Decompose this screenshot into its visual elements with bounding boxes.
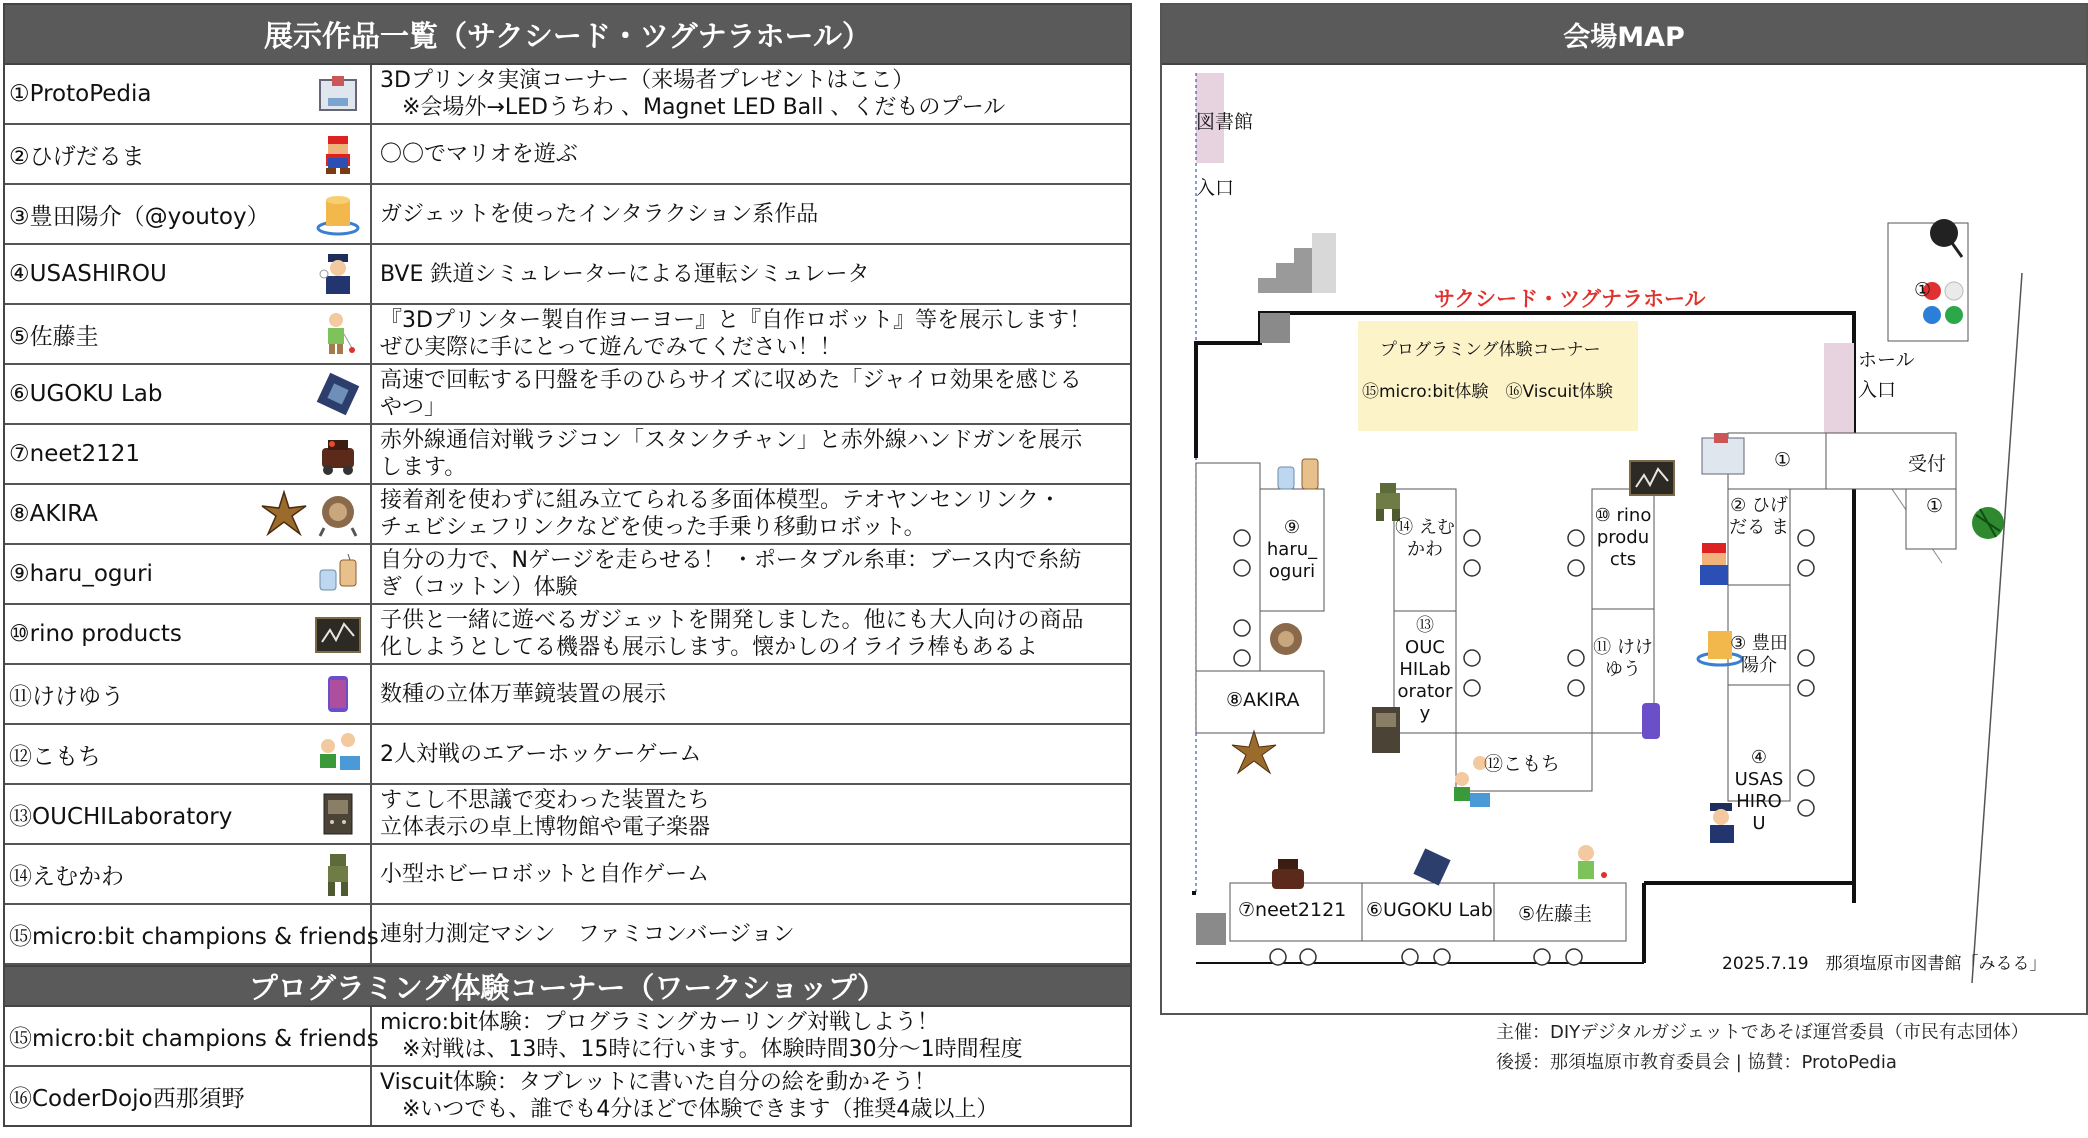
table-row (5, 1067, 1130, 1125)
star-polyhedron-icon (1232, 731, 1276, 773)
library-label: 図書館 (1196, 111, 1254, 133)
chair (1798, 680, 1814, 696)
chair (1402, 949, 1418, 965)
chair (1798, 530, 1814, 546)
exhibit-description: 『3Dプリンター製自作ヨーヨー』と『自作ロボット』等を展示します！ (380, 308, 1092, 333)
kaleidoscope-icon (1642, 703, 1660, 739)
star-polyhedron-icon (260, 490, 308, 538)
exhibitor-name: ⑭えむかわ (5, 845, 372, 903)
exhibitor-name: ⑮micro:bit champions & friends (5, 905, 372, 963)
wire-game-icon (1630, 461, 1674, 495)
3d-printer-icon (314, 70, 362, 118)
spinning-wheel-icon (314, 550, 362, 598)
hall-entrance (1824, 343, 1854, 433)
hall-name: サクシード・ツグナラホール (1434, 287, 1706, 311)
kaleidoscope-icon (314, 670, 362, 718)
chair (1464, 560, 1480, 576)
booth-11-label: ⑪ けけ ゆう (1593, 637, 1653, 680)
booth-1-outside-label-2: ① (1926, 495, 1944, 517)
table-row (5, 725, 1130, 785)
table-row (5, 185, 1130, 245)
exhibitor-name: ⑦neet2121 (5, 425, 372, 483)
circuit-board-icon (1413, 848, 1450, 885)
exhibit-description-line2: チェビシェフリンクなどを使った手乗り移動ロボット。 (380, 515, 926, 540)
exhibitor-name: ⑫こもち (5, 725, 372, 783)
chair (1798, 650, 1814, 666)
booth-13-label: ⑬ OUC HILab orator y (1397, 615, 1453, 724)
mario-icon (314, 130, 362, 178)
walking-robot-icon (314, 490, 362, 538)
exhibitor-name: ⑬OUCHILaboratory (5, 785, 372, 843)
exhibitor-name: ①ProtoPedia (5, 65, 372, 123)
exhibit-description: 小型ホビーロボットと自作ゲーム (380, 861, 710, 887)
sponsor-text: 後援：那須塩原市教育委員会 | 協賛：ProtoPedia (1496, 1052, 1897, 1073)
booth-1-outside-label: ① (1914, 279, 1932, 301)
wire-game-icon (314, 610, 362, 658)
watermelon-icon (1972, 507, 2004, 539)
booth-10-label: ⑩ rino produ cts (1594, 505, 1652, 570)
chair (1534, 949, 1550, 965)
exhibitor-name: ⑤佐藤圭 (5, 305, 372, 363)
table-row (5, 245, 1130, 305)
chair (1300, 949, 1316, 965)
exhibitor-name: ②ひげだるま (5, 125, 372, 183)
table-row (5, 605, 1130, 665)
organizer-text: 主催：DIYデジタルガジェットであそぼ運営委員（市民有志団体） (1496, 1022, 2029, 1043)
exhibitor-name: ⑩rino products (5, 605, 372, 663)
chair (1234, 650, 1250, 666)
exhibit-description-line2: ※会場外→LEDうちわ 、Magnet LED Ball 、くだものプール (380, 95, 1006, 120)
booth-7-label: ⑦neet2121 (1238, 899, 1347, 921)
exhibit-description-line2: ぜひ実際に手にとって遊んでみてください！！ (380, 335, 842, 360)
exhibit-description-line2: 立体表示の卓上博物館や電子楽器 (380, 815, 711, 840)
exhibit-description: 〇〇でマリオを遊ぶ (380, 141, 578, 167)
workshop-description-line2: ※対戦は、13時、15時に行います。体験時間30分〜1時間程度 (380, 1037, 1023, 1062)
workshop-description: micro:bit体験：プログラミングカーリング対戦しよう！ (380, 1010, 939, 1035)
chair (1270, 949, 1286, 965)
3d-printer-icon (1702, 433, 1744, 474)
exhibit-description: 高速で回転する円盤を手のひらサイズに収めた「ジャイロ効果を感じる (380, 368, 1082, 393)
chair (1234, 620, 1250, 636)
outer-wall (1972, 273, 2022, 983)
booth-8-label: ⑧AKIRA (1226, 689, 1300, 711)
booth-12-label: ⑫こもち (1484, 753, 1561, 775)
chair (1464, 680, 1480, 696)
robot-car-icon (1272, 859, 1304, 889)
exhibitor-name: ⑧AKIRA (5, 485, 372, 543)
booth-5-label: ⑤佐藤圭 (1518, 903, 1593, 925)
map-title: 会場MAP (1162, 5, 2086, 65)
coin-stack-icon (314, 190, 362, 238)
museum-box-icon (314, 790, 362, 838)
exhibit-description: すこし不思議で変わった装置たち (380, 788, 710, 813)
exhibit-description: 数種の立体万華鏡装置の展示 (380, 681, 667, 707)
library-entrance-label: 入口 (1196, 177, 1235, 199)
table-row (5, 665, 1130, 725)
table-row (5, 125, 1130, 185)
exhibit-description: 2人対戦のエアーホッケーゲーム (380, 741, 702, 767)
workshop-description: Viscuit体験：タブレットに書いた自分の絵を動かそう！ (380, 1070, 936, 1095)
air-hockey-icon (314, 730, 362, 778)
exhibit-description: ガジェットを使ったインタラクション系作品 (380, 201, 819, 227)
booth-14-label: ⑭ えむ かわ (1395, 517, 1455, 560)
table-row (5, 485, 1130, 545)
exhibitor-name: ④USASHIROU (5, 245, 372, 303)
spinning-wheel-icon (1278, 459, 1318, 489)
table-row (5, 1007, 1130, 1067)
exhibit-table-title: 展示作品一覧（サクシード・ツグナラホール） (5, 5, 1130, 65)
chair (1798, 800, 1814, 816)
chair (1434, 949, 1450, 965)
exhibit-description: 自分の力で、Nゲージを走らせる！ ・ポータブル糸車：ブース内で糸紡 (380, 548, 1082, 573)
table-row (5, 365, 1130, 425)
chair (1798, 560, 1814, 576)
reception-label: 受付 (1908, 453, 1947, 475)
exhibit-description-line2: 化しようとしてる機器も展示します。懐かしのイライラ棒もあるよ (380, 635, 1038, 660)
chair (1568, 680, 1584, 696)
mario-icon (1700, 543, 1728, 585)
yoyo-player-icon (1578, 845, 1607, 879)
train-conductor-icon (314, 250, 362, 298)
booth-1-label: ① (1774, 449, 1792, 471)
booth-9-label: ⑨ haru_ oguri (1266, 517, 1318, 582)
table-row (5, 785, 1130, 845)
workshop-corner-sub: ⑮micro:bit体験 ⑯Viscuit体験 (1362, 382, 1613, 402)
walking-robot-icon (1270, 623, 1302, 655)
chair (1464, 650, 1480, 666)
table-row (5, 425, 1130, 485)
chair (1464, 530, 1480, 546)
chair (1234, 530, 1250, 546)
hall-label: ホール (1858, 349, 1915, 371)
exhibit-description: 子供と一緒に遊べるガジェットを開発しました。他にも大人向けの商品 (380, 608, 1084, 633)
hall-entrance-label: 入口 (1858, 379, 1897, 401)
table-row (5, 65, 1130, 125)
chair (1566, 949, 1582, 965)
pillar (1196, 913, 1226, 945)
exhibit-description: 連射力測定マシン ファミコンバージョン (380, 921, 795, 947)
exhibit-description: 3Dプリンタ実演コーナー（来場者プレゼントはここ） (380, 68, 915, 93)
robot-car-icon (314, 430, 362, 478)
exhibit-description: BVE 鉄道シミュレーターによる運転シミュレータ (380, 261, 870, 287)
hobby-robot-icon (314, 850, 362, 898)
exhibitor-name: ③豊田陽介（@youtoy） (5, 185, 372, 243)
exhibitor-name: ⑪けけゆう (5, 665, 372, 723)
exhibitor-name: ⑨haru_oguri (5, 545, 372, 603)
booth-2-label: ② ひげ だる ま (1729, 495, 1789, 538)
venue-map (1160, 3, 2088, 1015)
booth-4-label: ④ USAS HIRO U (1734, 747, 1784, 834)
booth-3-label: ③ 豊田 陽介 (1730, 633, 1788, 676)
workshop-description-line2: ※いつでも、誰でも4分ほどで体験できます（推奨4歳以上） (380, 1097, 999, 1122)
table-row (5, 545, 1130, 605)
chair (1568, 560, 1584, 576)
chair (1234, 560, 1250, 576)
exhibit-description-line2: します。 (380, 455, 467, 480)
circuit-board-icon (314, 370, 362, 418)
exhibit-description-line2: やつ」 (380, 395, 447, 420)
exhibitor-name: ⑥UGOKU Lab (5, 365, 372, 423)
event-date-venue: 2025.7.19 那須塩原市図書館「みるる」 (1722, 954, 2047, 974)
chair (1798, 770, 1814, 786)
chair (1568, 530, 1584, 546)
workshop-corner-title: プログラミング体験コーナー (1380, 340, 1601, 360)
pillar (1260, 313, 1290, 343)
chair (1568, 650, 1584, 666)
exhibit-description-line2: ぎ（コットン）体験 (380, 575, 578, 600)
booth-6-label: ⑥UGOKU Lab (1366, 899, 1493, 921)
exhibitor-name: ⑮micro:bit champions & friends (5, 1007, 372, 1065)
table-row (5, 305, 1130, 365)
exhibit-table (3, 3, 1132, 1127)
exhibitor-name: ⑯CoderDojo西那須野 (5, 1067, 372, 1125)
exhibit-description: 接着剤を使わずに組み立てられる多面体模型。テオヤンセンリンク・ (380, 488, 1061, 513)
exhibit-description: 赤外線通信対戦ラジコン「スタンクチャン」と赤外線ハンドガンを展示 (380, 428, 1083, 453)
workshop-table-title: プログラミング体験コーナー（ワークショップ） (5, 965, 1130, 1007)
stairs-icon (1250, 233, 1336, 293)
table-row (5, 845, 1130, 905)
table-row (5, 905, 1130, 965)
yoyo-player-icon (314, 310, 362, 358)
